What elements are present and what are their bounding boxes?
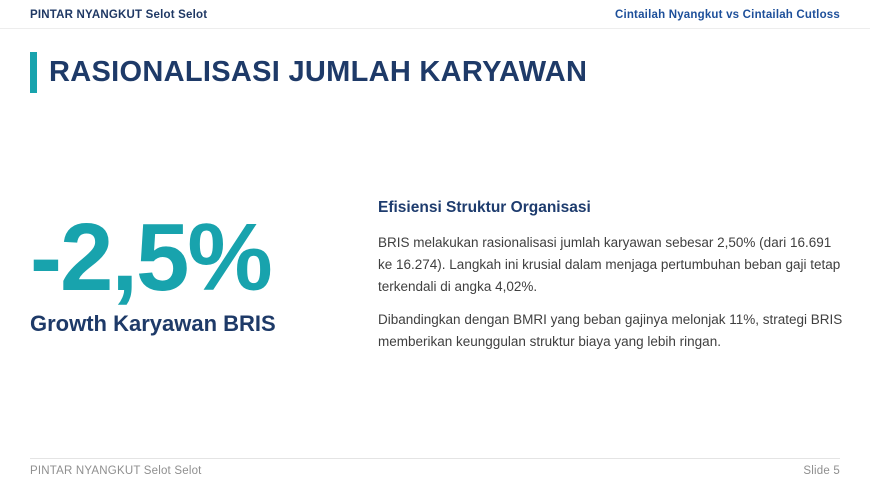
stat-label: Growth Karyawan BRIS: [30, 311, 276, 337]
content-paragraph-1: BRIS melakukan rasionalisasi jumlah karyawan sebesar 2,50% (dari 16.691 ke 16.274). Langkah ini krusial dalam menjaga pertumbuhan beban gaji tetap terkendali di angka 4,02%.: [378, 235, 841, 294]
content-block: [378, 199, 848, 364]
content-heading: Efisiensi Struktur Organisasi: [378, 199, 591, 216]
footer-divider: [30, 458, 840, 459]
stat-value: -2,5%: [30, 204, 271, 311]
slide-footer: [30, 465, 840, 477]
content-paragraph-2: Dibandingkan dengan BMRI yang beban gajinya melonjak 11%, strategi BRIS memberikan keunggulan struktur biaya yang lebih ringan.: [378, 312, 843, 349]
title-accent-bar: [30, 52, 37, 93]
slide-number: Slide 5: [803, 465, 840, 477]
page-title: RASIONALISASI JUMLAH KARYAWAN: [49, 56, 588, 88]
header-right-text: Cintailah Nyangkut vs Cintailah Cutloss: [614, 9, 840, 21]
header-divider: [0, 28, 870, 29]
stat-block: [30, 204, 360, 337]
slide-header: [30, 9, 840, 21]
title-block: [30, 52, 587, 93]
footer-left-text: PINTAR NYANGKUT Selot Selot: [30, 465, 202, 477]
header-left-text: PINTAR NYANGKUT Selot Selot: [30, 9, 208, 21]
